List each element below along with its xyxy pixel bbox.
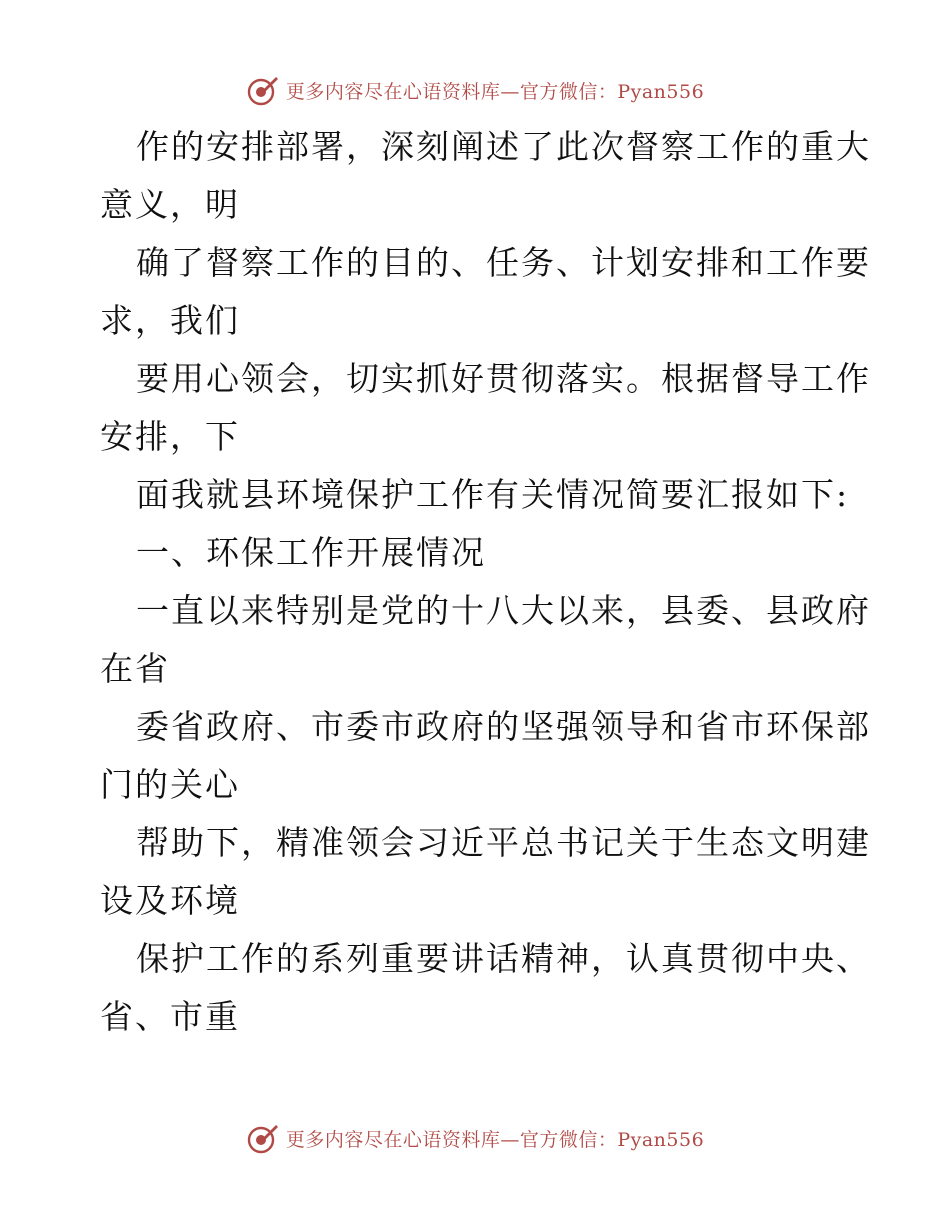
banner-text: 更多内容尽在心语资料库—官方微信：Pyan556: [285, 1128, 705, 1151]
paragraph-continuation: 意义，明: [100, 185, 240, 224]
paragraph-continuation: 求，我们: [100, 301, 240, 340]
paragraph-line: 一直以来特别是党的十八大以来，县委、县政府: [136, 591, 871, 630]
paragraph-continuation: 省、市重: [100, 997, 240, 1036]
header-banner: [0, 70, 950, 110]
paragraph-continuation: 门的关心: [100, 765, 240, 804]
paragraph-line: 面我就县环境保护工作有关情况简要汇报如下:: [136, 475, 850, 514]
section-heading: 一、环保工作开展情况: [136, 533, 486, 572]
paragraph-line: 要用心领会，切实抓好贯彻落实。根据督导工作: [136, 359, 871, 398]
banner-text: 更多内容尽在心语资料库—官方微信：Pyan556: [285, 80, 705, 103]
document-body: [100, 118, 871, 1046]
footer-banner: [0, 1118, 950, 1158]
paragraph-continuation: 在省: [100, 649, 170, 688]
paragraph-line: 帮助下，精准领会习近平总书记关于生态文明建: [136, 823, 871, 862]
paragraph-line: 保护工作的系列重要讲话精神，认真贯彻中央、: [136, 939, 871, 978]
paragraph-continuation: 安排，下: [100, 417, 240, 456]
paragraph-line: 确了督察工作的目的、任务、计划安排和工作要: [136, 243, 871, 282]
paragraph-line: 作的安排部署，深刻阐述了此次督察工作的重大: [136, 127, 871, 166]
paragraph-continuation: 设及环境: [100, 881, 240, 920]
pen-nib-circle-icon: [246, 1121, 280, 1155]
paragraph-line: 委省政府、市委市政府的坚强领导和省市环保部: [136, 707, 871, 746]
pen-nib-circle-icon: [246, 73, 280, 107]
